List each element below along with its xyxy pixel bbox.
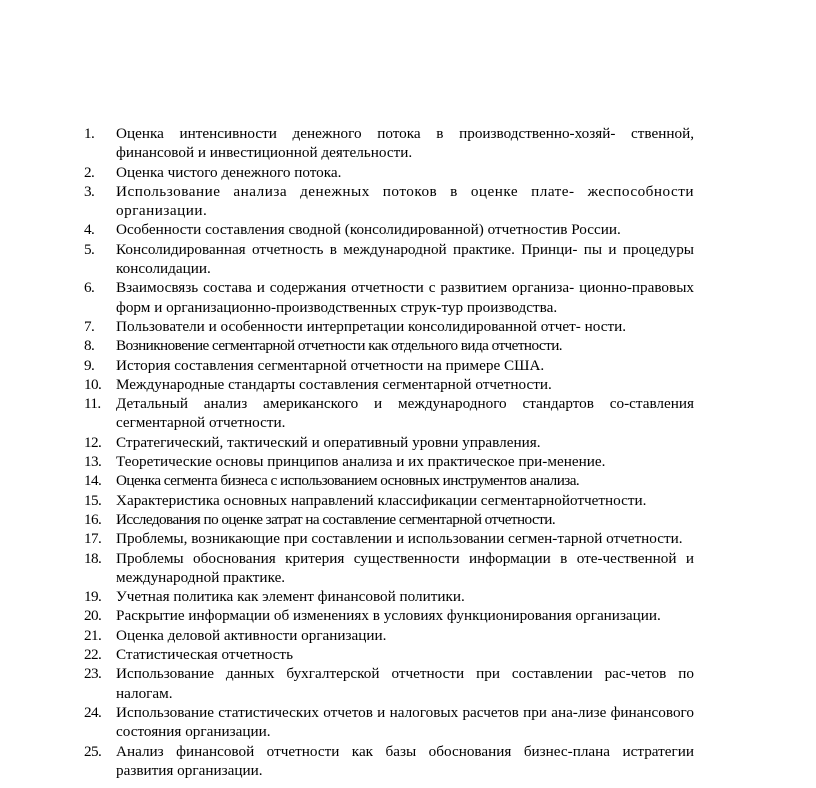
list-item xyxy=(84,394,694,433)
item-number: 16. xyxy=(84,510,102,528)
item-text: Использование данных бухгалтерской отчетности при составлении рас-четов по налогам. xyxy=(116,665,694,702)
item-text: Учетная политика как элемент финансовой политики. xyxy=(116,588,465,606)
item-text: Возникновение сегментарной отчетности как отдельного вида отчетности. xyxy=(116,337,563,355)
list-item xyxy=(84,278,694,317)
item-number: 3. xyxy=(84,182,95,200)
item-number: 5. xyxy=(84,240,95,258)
item-number: 11. xyxy=(84,395,101,413)
item-number: 22. xyxy=(84,646,102,664)
item-text: Характеристика основных направлений классификации сегментарнойотчетности. xyxy=(116,491,647,509)
list-item xyxy=(84,587,694,606)
item-text: Использование анализа денежных потоков в оценке плате- жеспособности организации. xyxy=(116,182,694,220)
list-item xyxy=(84,549,694,588)
item-number: 6. xyxy=(84,279,95,297)
item-number: 24. xyxy=(84,703,102,721)
item-number: 21. xyxy=(84,626,102,644)
list-item xyxy=(84,336,694,355)
list-item xyxy=(84,375,694,394)
item-number: 4. xyxy=(84,221,95,239)
item-number: 10. xyxy=(84,375,102,393)
item-text: Оценка сегмента бизнеса с использованием основных инструментов анализа. xyxy=(116,472,580,490)
list-item xyxy=(84,182,694,221)
item-number: 25. xyxy=(84,742,102,760)
list-item xyxy=(84,606,694,625)
list-item xyxy=(84,645,694,664)
list-item xyxy=(84,163,694,182)
item-text: Использование статистических отчетов и налоговых расчетов при ана-лизе финансового состояния организации. xyxy=(116,703,694,741)
item-number: 18. xyxy=(84,549,102,567)
list-item xyxy=(84,220,694,239)
list-item xyxy=(84,317,694,336)
list-item xyxy=(84,471,694,490)
item-number: 20. xyxy=(84,607,102,625)
item-text: Оценка интенсивности денежного потока в производственно-хозяй- ственной, финансовой и инвестиционной деятельности. xyxy=(116,125,694,162)
item-number: 12. xyxy=(84,433,102,451)
list-item xyxy=(84,124,694,163)
item-text: Консолидированная отчетность в международной практике. Принци- пы и процедуры консолидации. xyxy=(116,240,694,278)
item-text: Оценка деловой активности организации. xyxy=(116,626,387,644)
topics-list xyxy=(84,124,694,780)
item-text: Статистическая отчетность xyxy=(116,646,293,664)
list-item xyxy=(84,356,694,375)
item-text: Исследования по оценке затрат на составление сегментарной отчетности. xyxy=(116,510,556,528)
list-item xyxy=(84,664,694,703)
item-text: Международные стандарты составления сегментарной отчетности. xyxy=(116,375,552,393)
item-text: Проблемы, возникающие при составлении и использовании сегмен-тарной отчетности. xyxy=(116,530,683,548)
item-number: 8. xyxy=(84,337,95,355)
list-item xyxy=(84,240,694,279)
item-number: 17. xyxy=(84,530,102,548)
item-number: 15. xyxy=(84,491,102,509)
item-text: Пользователи и особенности интерпретации консолидированной отчет- ности. xyxy=(116,317,627,335)
item-text: История составления сегментарной отчетности на примере США. xyxy=(116,356,545,374)
item-number: 7. xyxy=(84,317,95,335)
item-text: Детальный анализ американского и международного стандартов со-ставления сегментарной отчетности. xyxy=(116,395,694,432)
list-item xyxy=(84,491,694,510)
list-item xyxy=(84,626,694,645)
item-number: 9. xyxy=(84,356,95,374)
item-text: Оценка чистого денежного потока. xyxy=(116,163,342,181)
item-number: 13. xyxy=(84,453,102,471)
list-item xyxy=(84,433,694,452)
list-item xyxy=(84,452,694,471)
item-number: 23. xyxy=(84,665,102,683)
list-item xyxy=(84,703,694,742)
item-number: 2. xyxy=(84,163,95,181)
list-item xyxy=(84,510,694,529)
item-text: Проблемы обоснования критерия существенности информации в оте-чественной и международной практике. xyxy=(116,549,694,586)
item-number: 14. xyxy=(84,472,102,490)
item-text: Раскрытие информации об изменениях в условиях функционирования организации. xyxy=(116,607,661,625)
item-text: Анализ финансовой отчетности как базы обоснования бизнес-плана истратегии развития организации. xyxy=(116,742,694,779)
list-item xyxy=(84,742,694,781)
item-text: Взаимосвязь состава и содержания отчетности с развитием организа- ционно-правовых форм и организационно-производственных струк-тур производства. xyxy=(116,279,694,316)
item-text: Теоретические основы принципов анализа и их практическое при-менение. xyxy=(116,453,606,471)
item-text: Особенности составления сводной (консолидированной) отчетностив России. xyxy=(116,221,621,239)
item-number: 1. xyxy=(84,125,95,142)
list-item xyxy=(84,529,694,548)
item-text: Стратегический, тактический и оперативный уровни управления. xyxy=(116,433,541,451)
item-number: 19. xyxy=(84,588,102,606)
